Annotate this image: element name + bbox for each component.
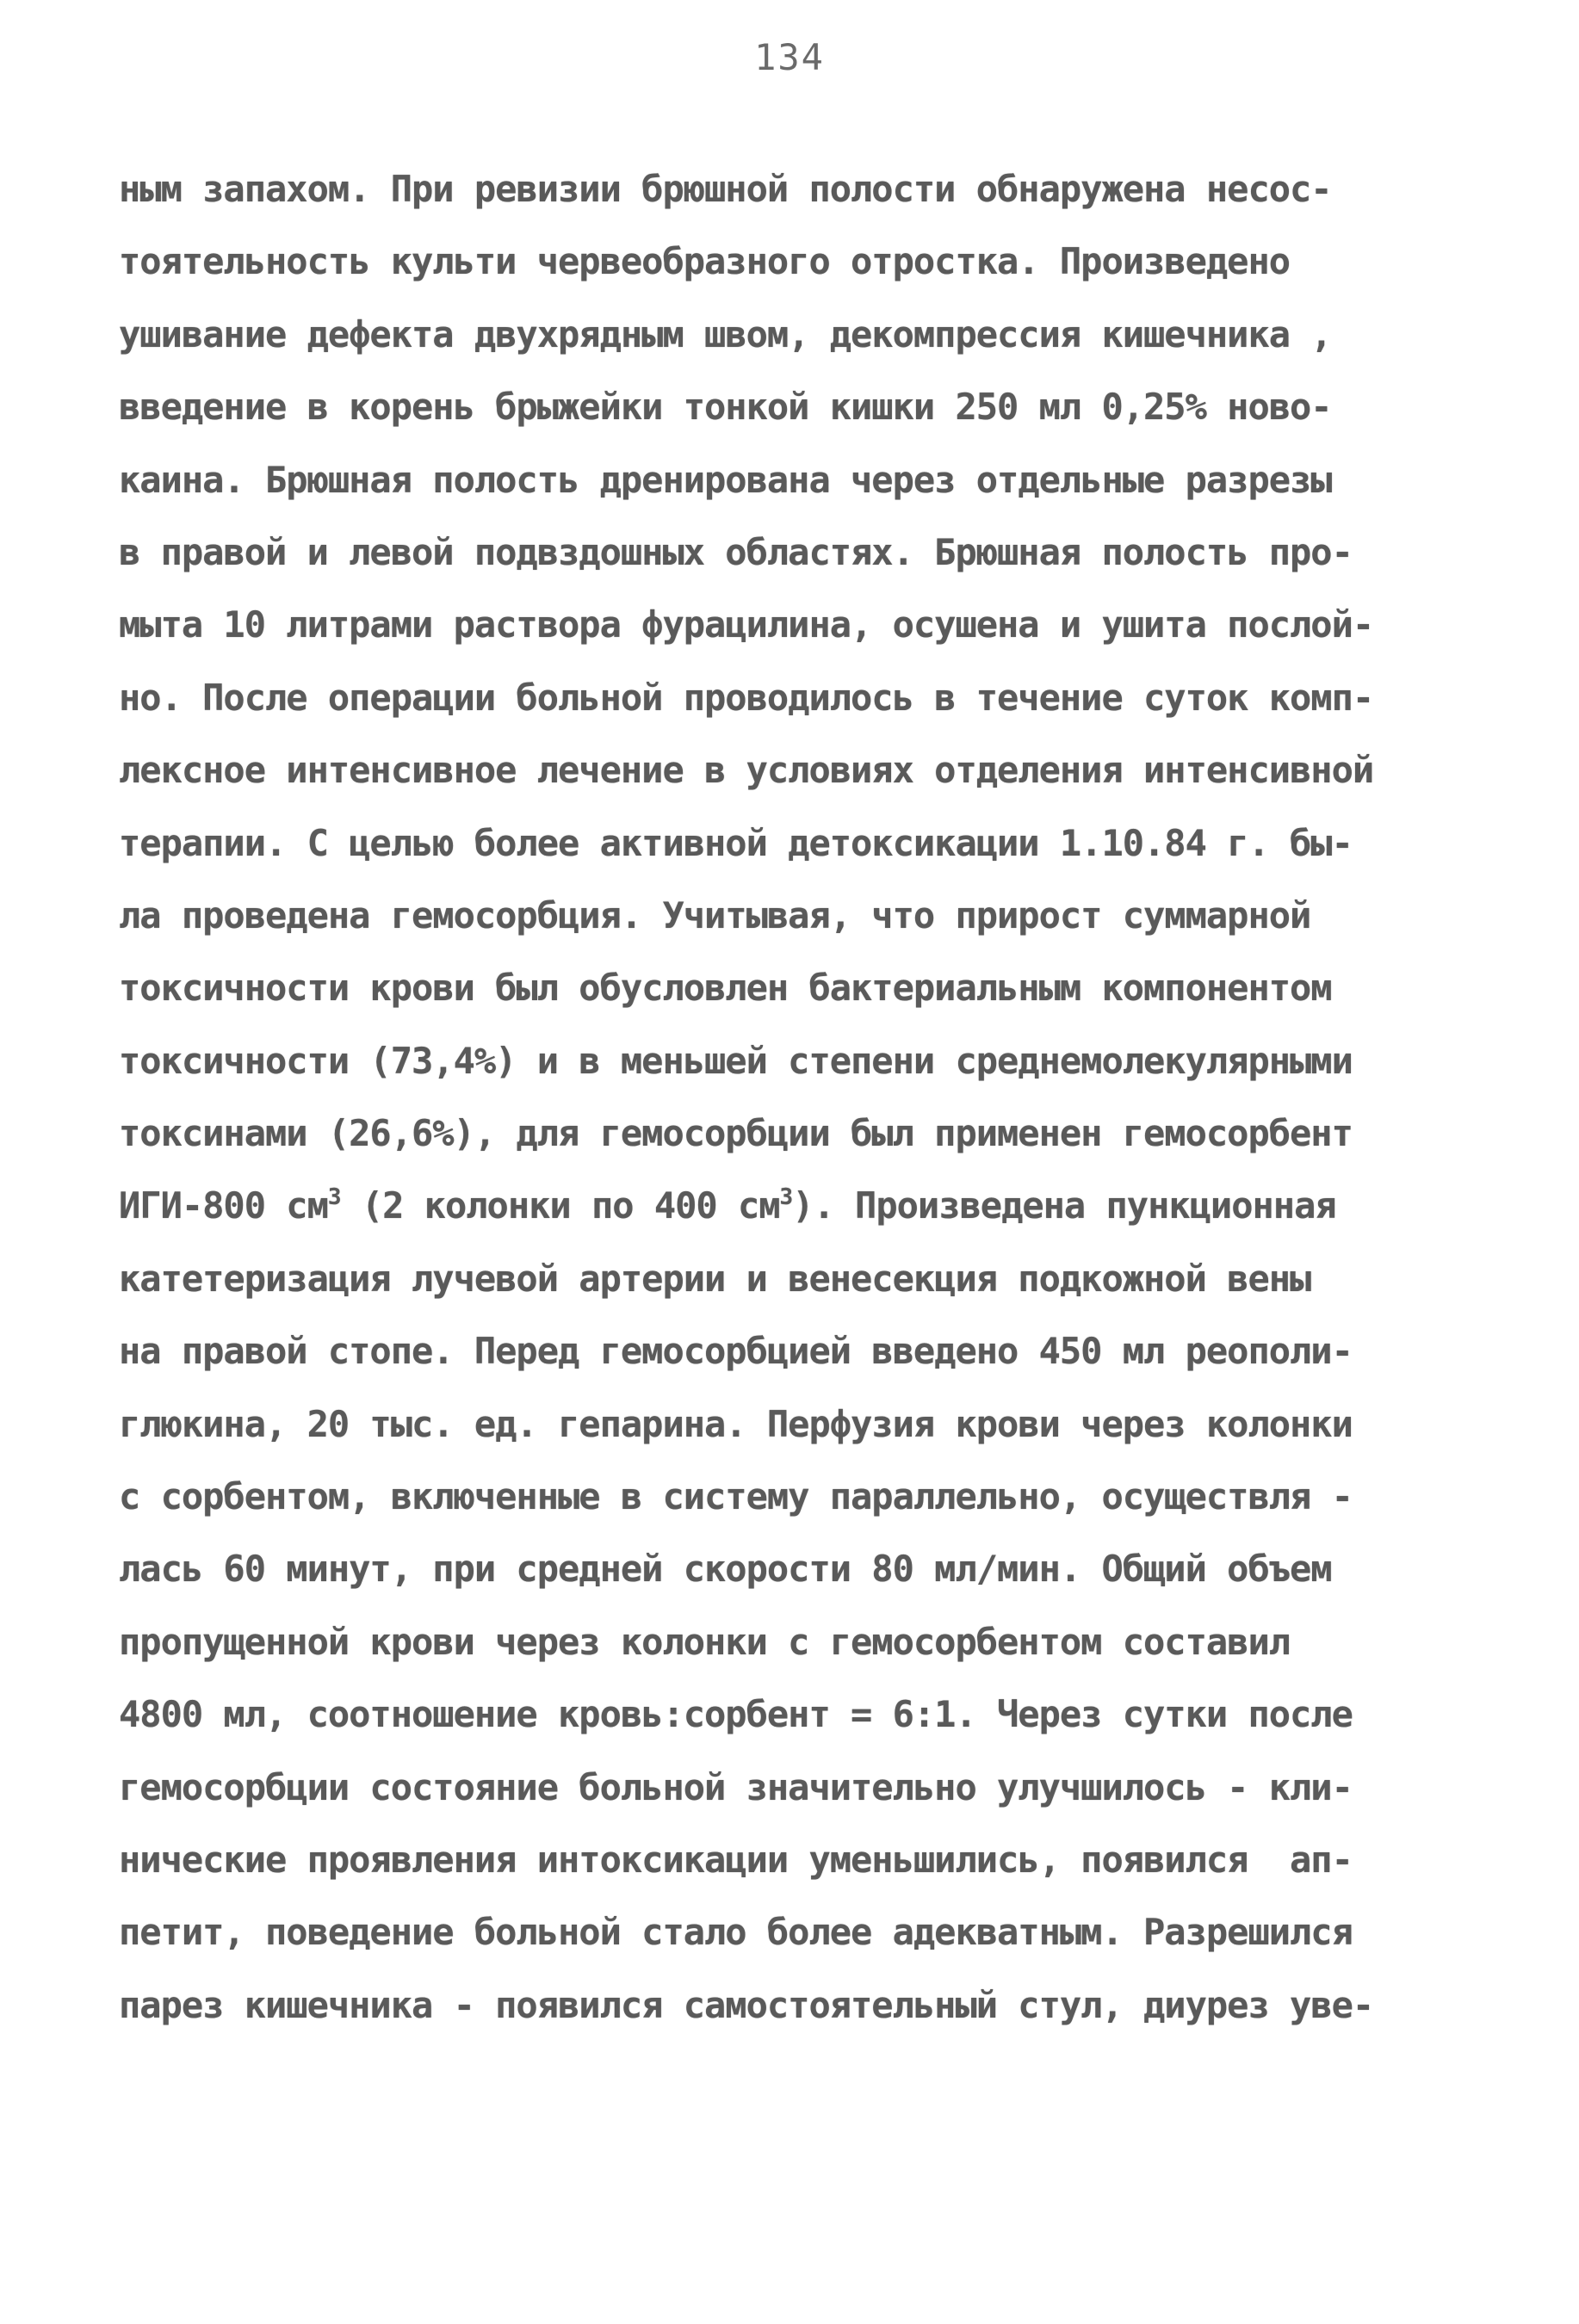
text-segment: ИГИ-800 см: [119, 1184, 328, 1227]
text-line: ла проведена гемосорбция. Учитывая, что прирост суммарной: [119, 893, 1311, 936]
text-line: на правой стопе. Перед гемосорбцией введено 450 мл реополи-: [119, 1330, 1353, 1373]
text-line: но. После операции больной проводилось в течение суток комп-: [119, 676, 1374, 719]
superscript: 3: [327, 1184, 341, 1211]
text-segment: ). Произведена пункционная: [792, 1184, 1336, 1227]
typed-text-body: [119, 153, 1462, 2042]
superscript: 3: [779, 1184, 793, 1211]
text-line: терапии. С целью более активной детоксикации 1.10.84 г. бы-: [119, 821, 1353, 864]
text-line: гемосорбции состояние больной значительно улучшилось - кли-: [119, 1765, 1353, 1808]
text-line: мыта 10 литрами раствора фурацилина, осушена и ушита послой-: [119, 603, 1374, 646]
text-line: каина. Брюшная полость дренирована через отдельные разрезы: [119, 458, 1332, 501]
text-line-superscript: [119, 1170, 1462, 1242]
text-line: нические проявления интоксикации уменьшились, появился ап-: [119, 1838, 1353, 1881]
text-line: 4800 мл, соотношение кровь:сорбент = 6:1. Через сутки после: [119, 1693, 1353, 1736]
text-line: ным запахом. При ревизии брюшной полости обнаружена несос-: [119, 168, 1332, 210]
text-line: лась 60 минут, при средней скорости 80 мл/мин. Общий объем: [119, 1548, 1332, 1591]
text-line: петит, поведение больной стало более адекватным. Разрешился: [119, 1911, 1353, 1954]
text-line: в правой и левой подвздошных областях. Брюшная полость про-: [119, 530, 1353, 573]
text-line: тоятельность культи червеобразного отростка. Произведено: [119, 240, 1291, 283]
text-line: введение в корень брыжейки тонкой кишки 250 мл 0,25% ново-: [119, 386, 1332, 429]
text-line: пропущенной крови через колонки с гемосорбентом составил: [119, 1620, 1291, 1663]
text-line: ушивание дефекта двухрядным швом, декомпрессия кишечника ,: [119, 312, 1332, 355]
text-line: катетеризация лучевой артерии и венесекция подкожной вены: [119, 1257, 1311, 1300]
text-line: глюкина, 20 тыс. ед. гепарина. Перфузия крови через колонки: [119, 1402, 1353, 1445]
text-line: лексное интенсивное лечение в условиях отделения интенсивной: [119, 749, 1374, 792]
text-segment: (2 колонки по 400 см: [340, 1184, 780, 1227]
text-line: токсичности крови был обусловлен бактериальным компонентом: [119, 967, 1332, 1010]
page-number: 134: [754, 36, 825, 78]
text-line: токсичности (73,4%) и в меньшей степени среднемолекулярными: [119, 1039, 1353, 1082]
text-line: токсинами (26,6%), для гемосорбции был применен гемосорбент: [119, 1112, 1353, 1155]
text-line: с сорбентом, включенные в систему параллельно, осуществля -: [119, 1475, 1353, 1518]
text-line: парез кишечника - появился самостоятельный стул, диурез уве-: [119, 1983, 1374, 2026]
